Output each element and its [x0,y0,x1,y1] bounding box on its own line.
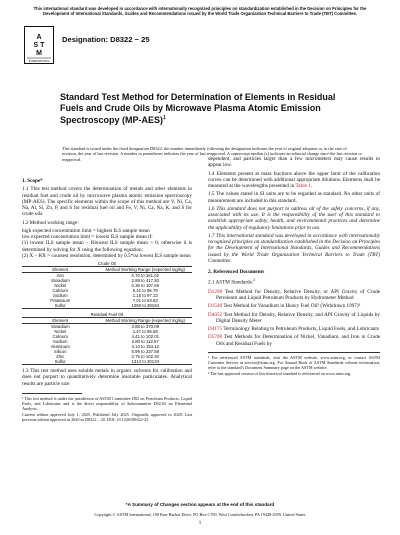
para-1-2: 1.2 Method working range: [22,219,79,226]
cell-element: Calcium [52,288,69,294]
cell-element: Potassium [50,298,71,304]
table-header-range: Method Working Range (expected mg/kg) [105,267,185,273]
cell-range: 3.88 to 370.09 [131,324,159,330]
cell-range: 4.41 to 102.01 [131,334,159,340]
cell-element: Sulfur [22,359,99,365]
para-1-2-condition-1: (1) lowest ILS sample mean − Rlowest ILS sample mean > 0; otherwise it is determined by solving for X using the following equation: [22,240,192,253]
para-1-2-high: high expected concentration limit = highest ILS sample mean [22,227,150,234]
cell-range: 1.47 to 96.68 [132,329,158,335]
reference-title: Test Methods for Determination of Nickel, Vanadium, and Iron in Crude Oils and Residual Fuels by [216,334,380,347]
para-1-4-text: 1.4 Elements present at mass fractions above the upper limit of the calibration curves can be determined with additional appropriate dilutions. Elements shall be measured at the wavelengths presented in [208,170,380,189]
cell-range: 1.18 to 97.13 [132,293,158,299]
para-1-5: 1.5 The values stated in SI units are to be regarded as standard. No other units of measurement are included in this standard. [208,191,380,204]
page-number: 1 [198,521,202,526]
summary-of-changes-note: *A Summary of Changes section appears at the end of this standard [125,502,275,507]
cell-element: Zinc [56,354,65,360]
footnote-divider [208,352,380,353]
table-header-element: Element [52,318,69,324]
para-1-2-low: low expected concentration limit = lowest ILS sample mean if: [22,234,153,241]
cell-range: 5.99 to 237.58 [131,349,159,355]
cell-range: 1314 to 30134 [99,359,193,365]
footnote-2: ² For referenced ASTM standards, visit the ASTM website, www.astm.org, or contact ASTM Customer Service at service@astm.org. For Annual Book of ASTM Standards volume information, refer to the standard's Document Summary page on the ASTM website. [208,354,380,370]
para-2-1-text: 2.1 ASTM Standards: [208,280,254,287]
cell-element: Calcium [52,334,69,340]
para-1-1: 1.1 This test method covers the determination of metals and other elements in residual fuel and crude oil by microwave plasma atomic emission spectroscopy (MP-AES). The specific elements within the scope of this method are V, Ni, Ca, Na, Al, Si, Zn, P, and S for residual fuel oil and Fe, V, Ni, Ca, Na, K, and S for crude oils. [22,186,192,218]
reference-item [208,303,380,309]
document-title-text: Standard Test Method for Determination of Elements in Residual Fuels and Crude Oils by Microwave Plasma Atomic Emission Spectroscopy (MP-AES) [60,92,336,126]
cell-element: Nickel [54,329,67,335]
cell-range: 0.36 to 107.66 [131,283,159,289]
para-1-6: 1.6 This standard does not purport to address all of the safety concerns, if any, associated with its use. It is the responsibility of the user of this standard to establish appropriate safety, health, and environmental practices and determine the applicability of regulatory limitations prior to use. [208,205,380,231]
cell-element: Nickel [54,283,67,289]
footnote-1: ¹ This test method is under the jurisdiction of ASTM Committee D02 on Petroleum Products, Liquid Fuels, and Lubricants and is the direct responsibility of Subcommittee D02.03 on Elemental Analysis. [22,395,192,411]
svg-text:M: M [36,50,42,57]
residual-fuel-oil-caption: Residual Fuel Oil [90,312,124,318]
para-2-1 [208,277,380,286]
cell-range: 7.01 to 63.83 [132,298,158,304]
reference-title: Test Method for Density, Relative Density, or API Gravity of Crude Petroleum and Liquid Petroleum Products by Hydrometer Method [216,288,380,301]
crude-oil-caption: Crude Oil [97,261,117,267]
table-row [22,303,192,309]
reference-item [208,289,380,301]
reference-item [208,334,380,346]
cell-range: 2.75 to 102.40 [131,354,159,360]
cell-element: Aluminum [50,344,70,350]
svg-text:A: A [36,34,42,41]
crude-oil-table [22,261,192,309]
reference-link[interactable]: D4175 [208,326,223,333]
para-1-3: 1.3 This test method uses soluble metals in organic solvents for calibration and does not purport to quantitatively determine insoluble particulates. Analytical results are particle size [22,368,192,387]
reference-link[interactable]: D4052 [208,311,223,318]
reference-title: Test Method for Vanadium in Heavy Fuel Oil³ (Withdrawn 1997)³ [222,303,361,310]
cell-range: 4.13 to 154.12 [131,344,159,350]
cell-range: 2.88 to 417.50 [131,278,159,284]
svg-text:INTERNATIONAL: INTERNATIONAL [28,60,50,63]
cell-range: 1059 to 39194 [99,303,193,309]
reference-title: Test Method for Density, Relative Density, and API Gravity of Liquids by Digital Density Meter [216,311,380,324]
footnote-2-mark[interactable]: 2 [253,277,256,283]
table-1-link[interactable]: Table 1 [295,183,311,189]
para-1-2-condition-2: (2) X − RX = coursest resolution, determined by 0.5*σa lowest ILS sample mean [22,252,191,259]
document-title [60,92,360,126]
issued-note: This standard is issued under the fixed designation D8322; the number immediately following the designation indicates the year of original adoption or, in the case of revision, the year of last revision. A number in parentheses indicates the year of last reapproval. A superscript epsilon (ε) indicates an editorial change since the last revision or reapproval. [62,146,362,162]
section-1-heading: 1. Scope* [22,178,43,184]
cell-range: 2.80 to 112.67 [131,339,159,345]
right-column [208,156,380,378]
cell-element: Silicon [53,349,67,355]
table-header-range: Method Working Range (expected mg/kg) [105,318,185,324]
right-footnotes [208,355,380,377]
reference-item [208,312,380,324]
left-footnotes [22,396,192,423]
para-1-4: 1.4 Elements present at mass fractions above the upper limit of the calibration curves can be determined with additional appropriate dilutions. Elements shall be measured at the wavelengths presented in Table 1. [208,170,380,189]
footnote-3: ³ The last approved version of this historical standard is referenced on www.astm.org. [208,371,352,377]
header-notice: This international standard was developed in accordance with internationally recognized principles on standardization established in the Decision on Principles for the Development of International Standards, Guides and Recommendations issued by the World Trade Organization Technical Barriers to Trade (TBT) Committee. [33,6,367,16]
left-column [22,178,192,424]
footnote-divider [22,393,82,394]
cell-element: Iron [56,273,64,279]
cell-element: Sodium [52,293,68,299]
cell-element: Sodium [52,339,68,345]
cell-element: Vanadium [50,324,70,330]
reference-title: Terminology Relating to Petroleum Products, Liquid Fuels, and Lubricants [222,326,379,333]
svg-text:S T: S T [33,42,45,49]
residual-fuel-oil-table [22,312,192,365]
reference-item [208,326,380,332]
footnote-1-edition: Current edition approved July 1, 2025. Published July 2025. Originally approved in 2020. Last previous edition approved in 2020 as D8322 – 20. DOI: 10.1520/D8322-25. [22,412,192,423]
table-row [22,359,192,365]
reference-link[interactable]: D1298 [208,288,223,295]
cell-element: Vanadium [50,278,70,284]
designation: Designation: D8322 − 25 [62,35,150,44]
para-1-3-continued: dependent, and particles larger than a few micrometers may cause results to appear low. [208,156,380,169]
reference-link[interactable]: D1548 [208,303,223,310]
copyright-address: Copyright © ASTM International, 100 Barr Harbor Drive, PO Box C700, West Conshohocken, PA 19428-2959. United States [94,512,306,517]
reference-link[interactable]: D5708 [208,334,223,341]
cell-range: 0.70 to 181.02 [131,273,159,279]
para-1-7: 1.7 This international standard was developed in accordance with internationally recognized principles on standardization established in the Decision on Principles for the Development of International Standards, Guides and Recommendations issued by the World Trade Organization Technical Barriers to Trade (TBT) Committee. [208,232,380,264]
title-footnote-mark: 1 [163,115,166,122]
table-header-element: Element [52,267,69,273]
astm-logo [24,26,54,64]
cell-element: Sulfur [22,303,99,309]
section-2-heading: 2. Referenced Documents [208,269,265,275]
cell-range: 5.41 to 96.78 [132,288,158,294]
